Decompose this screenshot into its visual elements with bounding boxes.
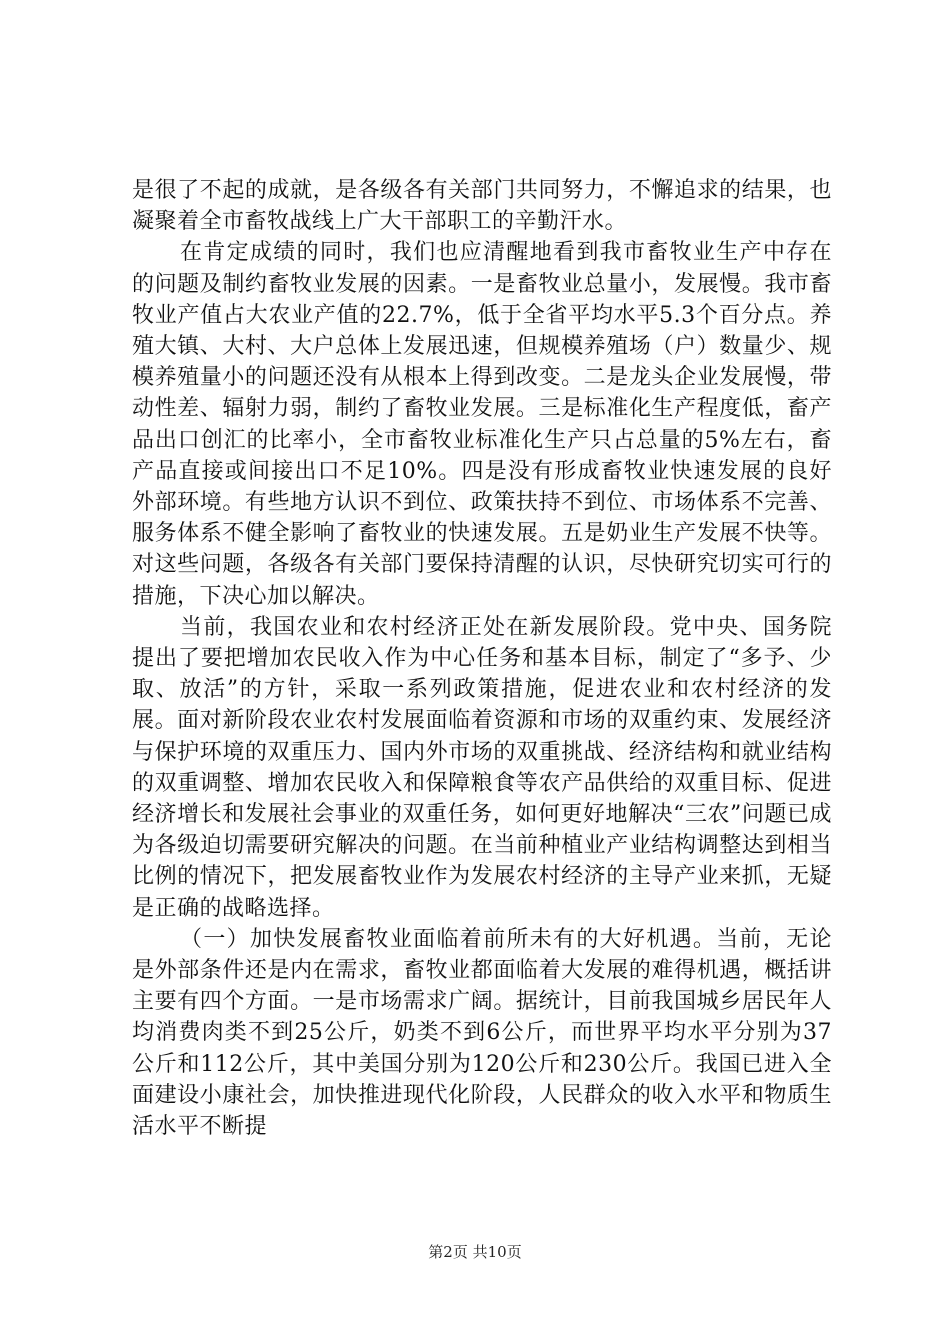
paragraph-2: 在肯定成绩的同时，我们也应清醒地看到我市畜牧业生产中存在的问题及制约畜牧业发展的因素。一是畜牧业总量小，发展慢。我市畜牧业产值占大农业产值的22.7%，低于全省平均水平5.3个百分点。养殖大镇、大村、大户总体上发展迅速，但规模养殖场（户）数量少、规模养殖量小的问题还没有从根本上得到改变。二是龙头企业发展慢，带动性差、辐射力弱，制约了畜牧业发展。三是标准化生产程度低，畜产品出口创汇的比率小，全市畜牧业标准化生产只占总量的5%左右，畜产品直接或间接出口不足10%。四是没有形成畜牧业快速发展的良好外部环境。有些地方认识不到位、政策扶持不到位、市场体系不完善、服务体系不健全影响了畜牧业的快速发展。五是奶业生产发展不快等。对这些问题，各级各有关部门要保持清醒的认识，尽快研究切实可行的措施，下决心加以解决。 bbox=[132, 240, 832, 609]
paragraph-3: 当前，我国农业和农村经济正处在新发展阶段。党中央、国务院提出了要把增加农民收入作为中心任务和基本目标，制定了“多予、少取、放活”的方针，采取一系列政策措施，促进农业和农村经济的发展。面对新阶段农业农村发展面临着资源和市场的双重约束、发展经济与保护环境的双重压力、国内外市场的双重挑战、经济结构和就业结构的双重调整、增加农民收入和保障粮食等农产品供给的双重目标、促进经济增长和发展社会事业的双重任务，如何更好地解决“三农”问题已成为各级迫切需要研究解决的问题。在当前种植业产业结构调整达到相当比例的情况下，把发展畜牧业作为发展农村经济的主导产业来抓，无疑是正确的战略选择。 bbox=[132, 614, 832, 921]
paragraph-4: （一）加快发展畜牧业面临着前所未有的大好机遇。当前，无论是外部条件还是内在需求，畜牧业都面临着大发展的难得机遇，概括讲主要有四个方面。一是市场需求广阔。据统计，目前我国城乡居民年人均消费肉类不到25公斤，奶类不到6公斤，而世界平均水平分别为37公斤和112公斤，其中美国分别为120公斤和230公斤。我国已进入全面建设小康社会，加快推进现代化阶段，人民群众的收入水平和物质生活水平不断提 bbox=[132, 926, 832, 1140]
paragraph-1: 是很了不起的成就，是各级各有关部门共同努力，不懈追求的结果，也凝聚着全市畜牧战线上广大干部职工的辛勤汗水。 bbox=[132, 178, 832, 235]
document-body bbox=[132, 175, 832, 1142]
page-number-label: 第2页 共10页 bbox=[428, 1243, 522, 1261]
page-footer bbox=[0, 1242, 950, 1262]
